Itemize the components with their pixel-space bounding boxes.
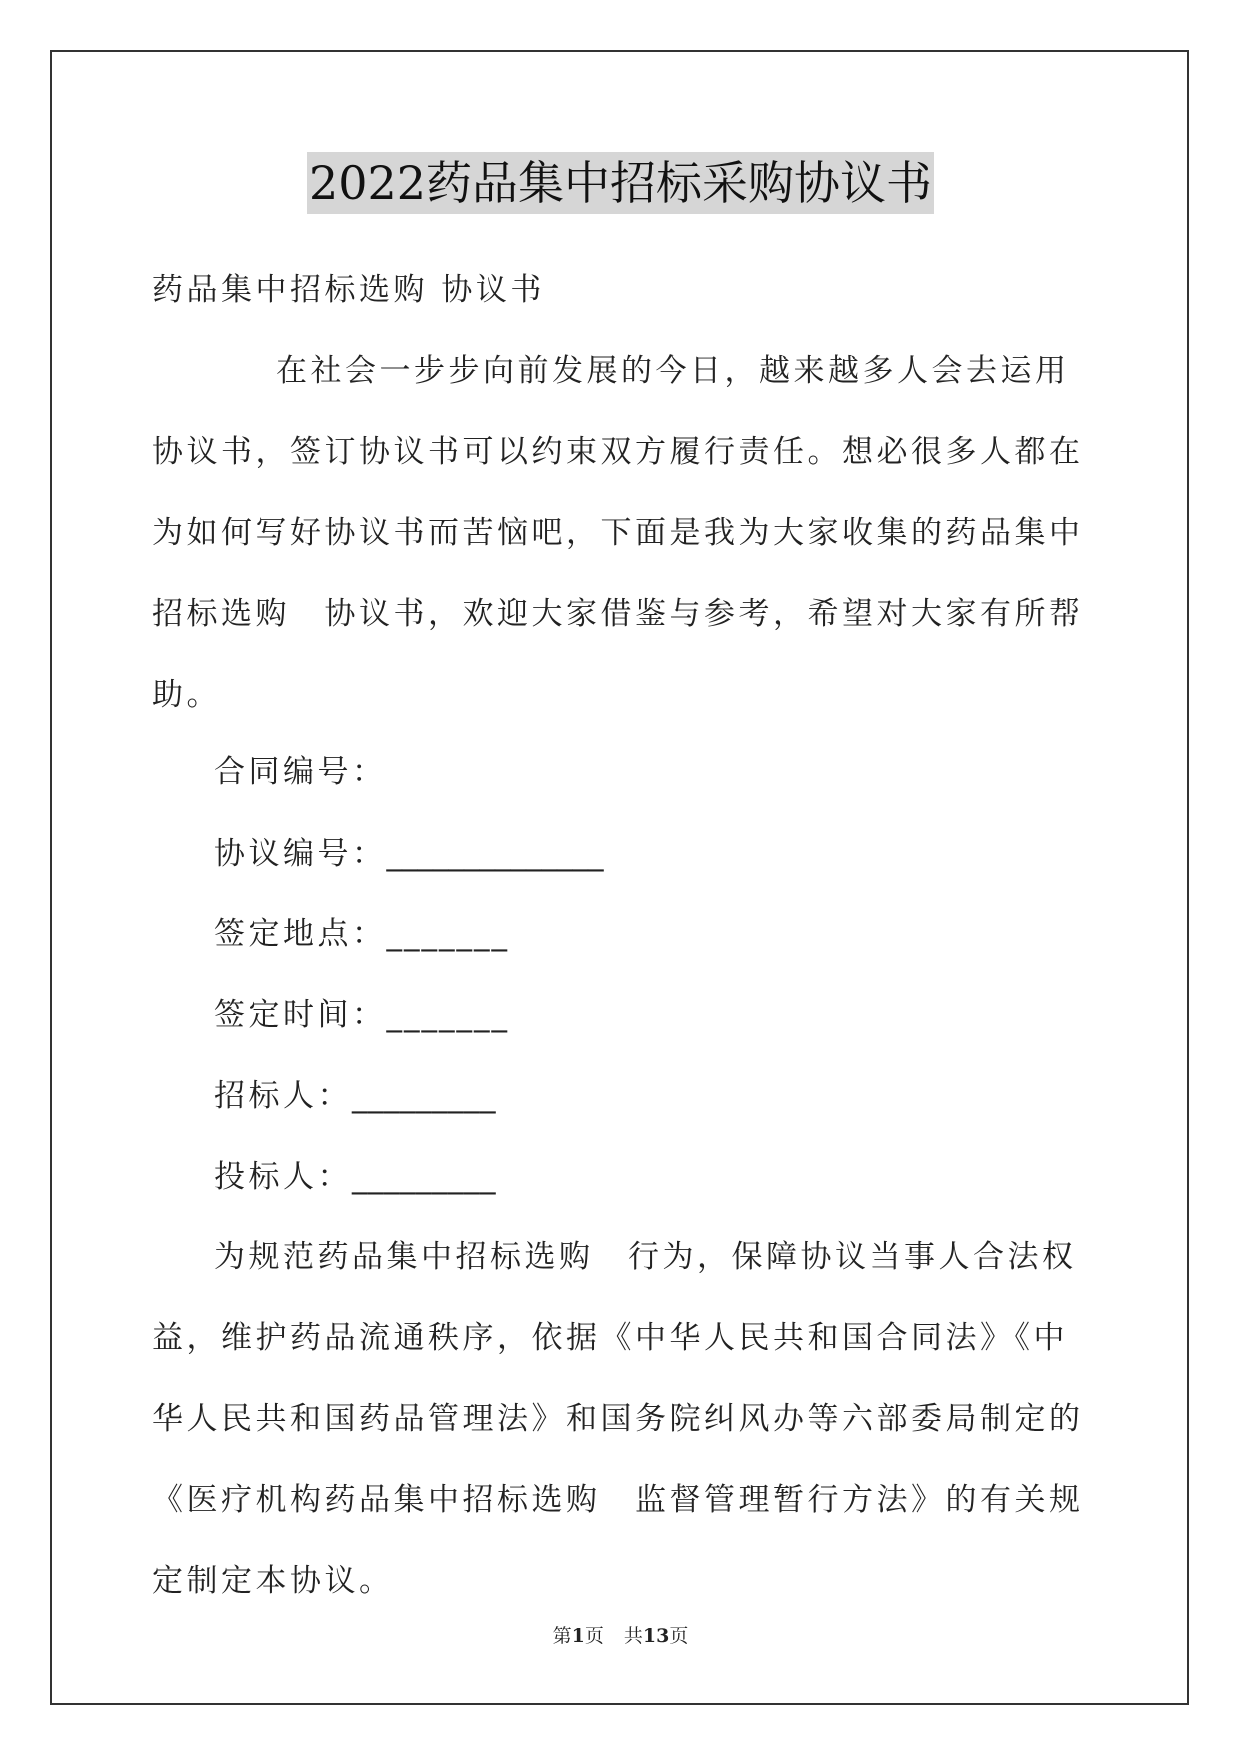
field-blank: ______________ xyxy=(386,836,604,872)
field-signing-place xyxy=(214,914,509,954)
footer-page-suffix: 页 xyxy=(584,1625,604,1647)
field-label: 投标人： xyxy=(214,1159,352,1195)
field-tenderer xyxy=(214,1076,496,1116)
field-blank: _______ xyxy=(386,916,509,952)
field-label: 招标人： xyxy=(214,1078,352,1114)
footer-total-prefix: 共 xyxy=(623,1625,643,1647)
footer-total-suffix: 页 xyxy=(669,1625,689,1647)
field-label: 协议编号： xyxy=(214,836,387,872)
field-bidder xyxy=(214,1157,496,1197)
page-footer xyxy=(0,1624,1241,1648)
field-blank: _________ xyxy=(352,1159,496,1195)
field-label: 签定时间： xyxy=(214,997,387,1033)
intro-paragraph: 在社会一步步向前发展的今日，越来越多人会去运用协议书，签订协议书可以约束双方履行责任。想必很多人都在为如何写好协议书而苦恼吧，下面是我为大家收集的药品集中招标选购 协议书，欢迎大家借鉴与参考，希望对大家有所帮助。 xyxy=(152,353,1084,713)
field-label: 签定地点： xyxy=(214,916,387,952)
field-label: 合同编号： xyxy=(214,754,387,790)
field-blank: _______ xyxy=(386,997,509,1033)
document-title: 2022药品集中招标采购协议书 xyxy=(307,152,934,214)
footer-total-pages: 13 xyxy=(642,1625,670,1647)
field-blank: _________ xyxy=(352,1078,496,1114)
title-container xyxy=(0,152,1241,214)
document-subtitle: 药品集中招标选购 协议书 xyxy=(152,272,545,308)
field-signing-time xyxy=(214,995,509,1035)
footer-prefix: 第 xyxy=(552,1625,572,1647)
footer-page-number: 1 xyxy=(571,1625,585,1647)
field-contract-number xyxy=(214,752,387,792)
body-paragraph: 为规范药品集中招标选购 行为，保障协议当事人合法权益，维护药品流通秩序，依据《中华人民共和国合同法》《中华人民共和国药品管理法》和国务院纠风办等六部委局制定的《医疗机构药品集中招标选购 监督管理暂行方法》的有关规定制定本协议。 xyxy=(152,1239,1084,1599)
field-agreement-number xyxy=(214,834,604,874)
